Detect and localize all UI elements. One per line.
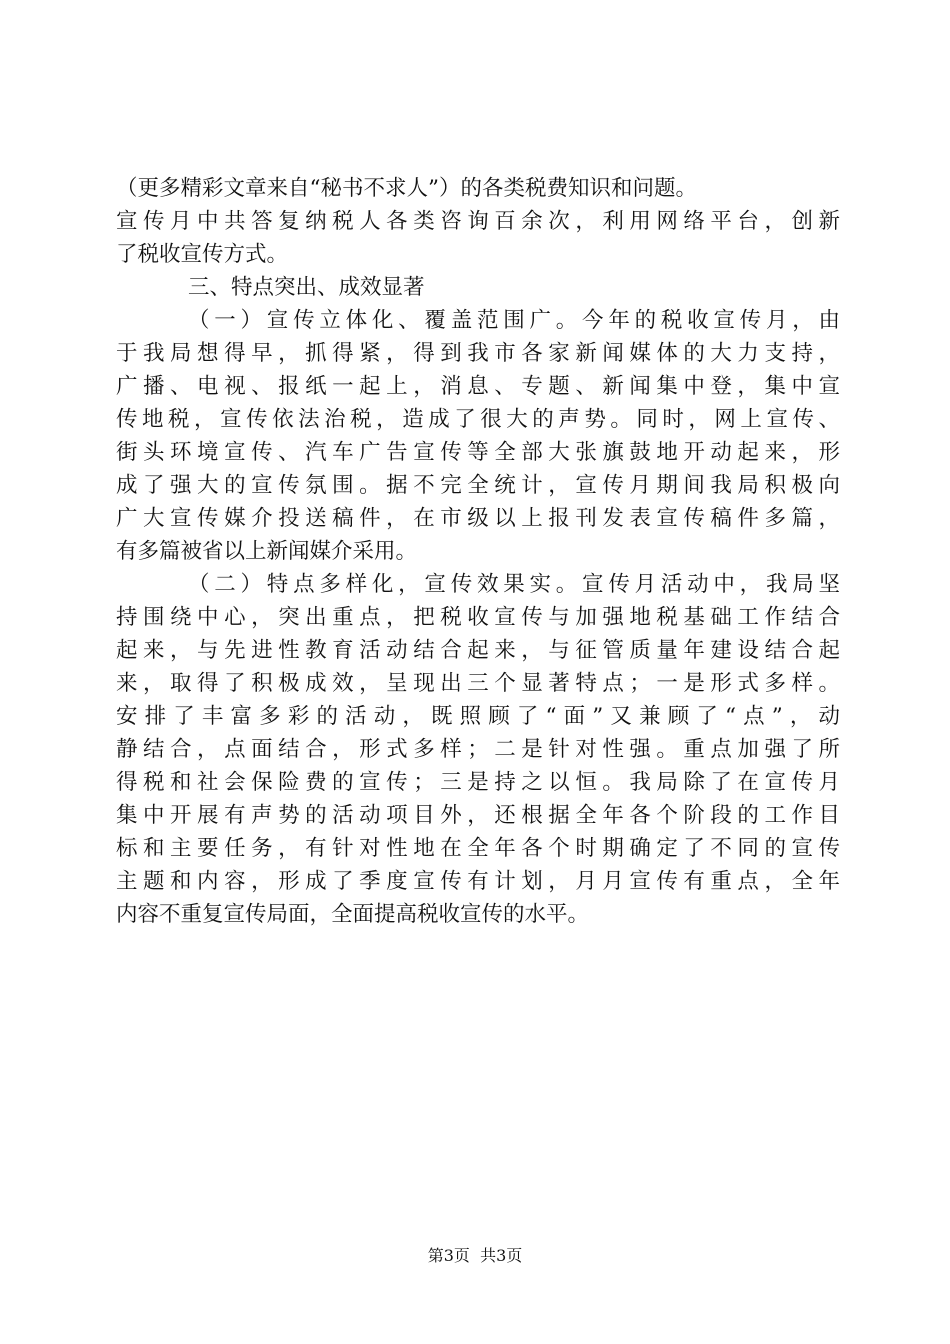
- text-line: 起来，与先进性教育活动结合起来，与征管质量年建设结合起: [116, 638, 840, 663]
- text-line: 静结合，点面结合，形式多样；二是针对性强。重点加强了所: [116, 737, 840, 762]
- text-line: （更多精彩文章来自“秘书不求人”）的各类税费知识和问题。: [116, 176, 697, 201]
- page-footer: 第3页 共3页: [427, 1246, 523, 1265]
- text-line: （一）宣传立体化、覆盖范围广。今年的税收宣传月，由: [188, 308, 840, 333]
- document-body: [116, 172, 840, 931]
- text-line: 来，取得了积极成效，呈现出三个显著特点；一是形式多样。: [116, 671, 840, 696]
- text-line: 内容不重复宣传局面，全面提高税收宣传的水平。: [116, 902, 590, 927]
- text-line: 持围绕中心，突出重点，把税收宣传与加强地税基础工作结合: [116, 605, 840, 630]
- text-line: 得税和社会保险费的宣传；三是持之以恒。我局除了在宣传月: [116, 770, 840, 795]
- text-line: 集中开展有声势的活动项目外，还根据全年各个阶段的工作目: [116, 803, 840, 828]
- text-line: 街头环境宣传、汽车广告宣传等全部大张旗鼓地开动起来，形: [116, 440, 840, 465]
- text-line: 广大宣传媒介投送稿件，在市级以上报刊发表宣传稿件多篇，: [116, 506, 840, 531]
- text-line: 成了强大的宣传氛围。据不完全统计，宣传月期间我局积极向: [116, 473, 840, 498]
- text-line: 宣传月中共答复纳税人各类咨询百余次，利用网络平台，创新: [116, 209, 840, 234]
- text-line: 主题和内容，形成了季度宣传有计划，月月宣传有重点，全年: [116, 869, 840, 894]
- text-line: 了税收宣传方式。: [116, 242, 289, 267]
- text-line: 有多篇被省以上新闻媒介采用。: [116, 539, 418, 564]
- text-line: 安排了丰富多彩的活动，既照顾了“面”又兼顾了“点”，动: [116, 704, 840, 729]
- text-line: 传地税，宣传依法治税，造成了很大的声势。同时，网上宣传、: [116, 407, 840, 432]
- text-line: 广播、电视、报纸一起上，消息、专题、新闻集中登，集中宣: [116, 374, 840, 399]
- text-line: 标和主要任务，有针对性地在全年各个时期确定了不同的宣传: [116, 836, 840, 861]
- text-line: （二）特点多样化，宣传效果实。宣传月活动中，我局坚: [188, 572, 840, 597]
- section-heading: 三、特点突出、成效显著: [188, 275, 425, 300]
- text-line: 于我局想得早，抓得紧，得到我市各家新闻媒体的大力支持，: [116, 341, 840, 366]
